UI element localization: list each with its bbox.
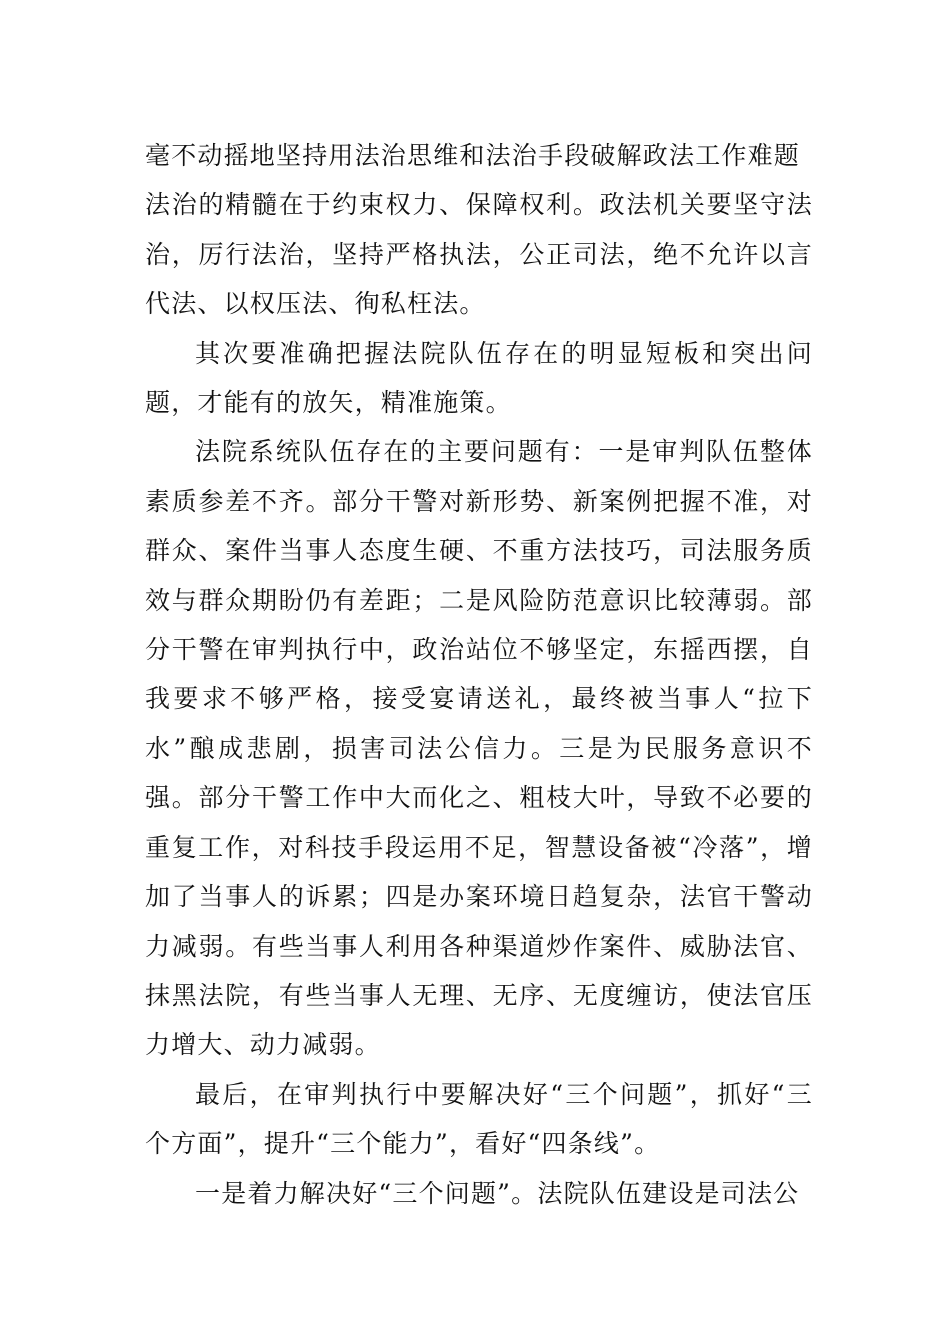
- document-body: [145, 131, 813, 1218]
- paragraph-main-problems: 法院系统队伍存在的主要问题有：一是审判队伍整体素质参差不齐。部分干警对新形势、新案例把握不准，对群众、案件当事人态度生硬、不重方法技巧，司法服务质效与群众期盼仍有差距；二是风险防范意识比较薄弱。部分干警在审判执行中，政治站位不够坚定，东摇西摆，自我要求不够严格，接受宴请送礼，最终被当事人“拉下水”酿成悲剧，损害司法公信力。三是为民服务意识不强。部分干警工作中大而化之、粗枝大叶，导致不必要的重复工作，对科技手段运用不足，智慧设备被“冷落”，增加了当事人的诉累；四是办案环境日趋复杂，法官干警动力减弱。有些当事人利用各种渠道炒作案件、威胁法官、抹黑法院，有些当事人无理、无序、无度缠访，使法官压力增大、动力减弱。: [145, 437, 813, 1060]
- paragraph-first-point: 一是着力解决好“三个问题”。法院队伍建设是司法公: [195, 1178, 800, 1208]
- paragraph-finally: 最后，在审判执行中要解决好“三个问题”，抓好“三个方面”，提升“三个能力”，看好“四条线”。: [145, 1079, 813, 1159]
- paragraph-heading-continuation: 毫不动摇地坚持用法治思维和法治手段破解政法工作难题: [145, 141, 801, 170]
- paragraph-secondly: 其次要准确把握法院队伍存在的明显短板和突出问题，才能有的放矢，精准施策。: [145, 338, 813, 418]
- paragraph-rule-of-law: 法治的精髓在于约束权力、保障权利。政法机关要坚守法治，厉行法治，坚持严格执法，公正司法，绝不允许以言代法、以权压法、徇私枉法。: [145, 190, 813, 319]
